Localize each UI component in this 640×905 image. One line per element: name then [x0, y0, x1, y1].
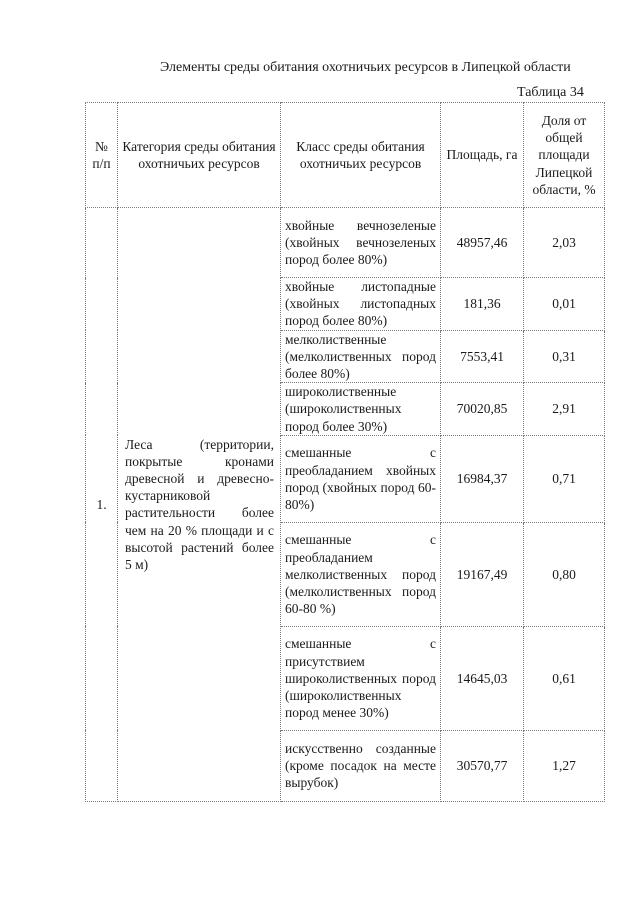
row-class: широколиственные (широколиственных пород более 30%): [281, 383, 441, 436]
row-share: 0,31: [524, 330, 605, 383]
header-num: № п/п: [86, 103, 118, 208]
row-class: хвойные вечнозеленые (хвойных вечнозеленых пород более 80%): [281, 208, 441, 278]
row-area: 19167,49: [441, 522, 524, 626]
table-row: [86, 208, 605, 278]
row-area: 7553,41: [441, 330, 524, 383]
row-share: 0,80: [524, 522, 605, 626]
row-share: 2,91: [524, 383, 605, 436]
row-area: 14645,03: [441, 626, 524, 730]
row-share: 0,01: [524, 278, 605, 331]
row-share: 0,61: [524, 626, 605, 730]
row-area: 30570,77: [441, 730, 524, 801]
header-share: Доля от общей площади Липецкой области, %: [524, 103, 605, 208]
row-area: 48957,46: [441, 208, 524, 278]
row-class: смешанные с преобладанием хвойных пород (хвойных пород 60-80%): [281, 435, 441, 522]
row-area: 181,36: [441, 278, 524, 331]
header-class: Класс среды обитания охотничьих ресурсов: [281, 103, 441, 208]
row-share: 2,03: [524, 208, 605, 278]
group-category: Леса (территории, покрытые кронами древесной и древесно-кустарниковой растительности более чем на 20 % площади и с высотой растений более 5 м): [118, 208, 281, 802]
document-title: Элементы среды обитания охотничьих ресурсов в Липецкой области: [160, 60, 571, 75]
header-area: Площадь, га: [441, 103, 524, 208]
row-area: 70020,85: [441, 383, 524, 436]
table-header-row: [86, 103, 605, 208]
row-share: 0,71: [524, 435, 605, 522]
row-share: 1,27: [524, 730, 605, 801]
habitat-table: [85, 102, 605, 802]
row-class: мелколиственные (мелколиственных пород более 80%): [281, 330, 441, 383]
row-class: смешанные с присутствием широколиственных пород (широколиственных пород менее 30%): [281, 626, 441, 730]
group-number: 1.: [86, 208, 118, 802]
row-class: смешанные с преобладанием мелколиственных пород (мелколиственных пород 60-80 %): [281, 522, 441, 626]
header-category: Категория среды обитания охотничьих ресурсов: [118, 103, 281, 208]
row-class: хвойные листопадные (хвойных листопадных пород более 80%): [281, 278, 441, 331]
row-area: 16984,37: [441, 435, 524, 522]
table-label: Таблица 34: [517, 85, 584, 100]
row-class: искусственно созданные (кроме посадок на месте вырубок): [281, 730, 441, 801]
